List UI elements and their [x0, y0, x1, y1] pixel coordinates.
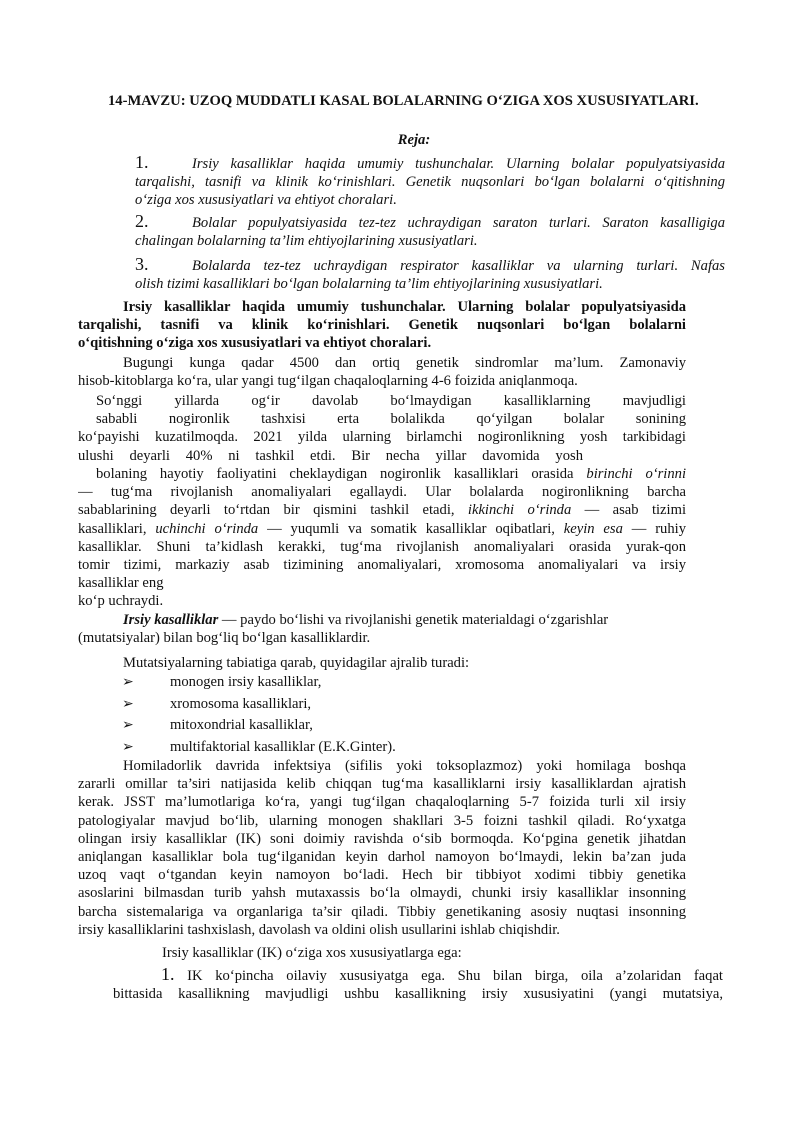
text-line: kerak. JSST ma’lumotlariga ko‘ra, yangi tug‘ilgan chaqaloqlarning 5-7 foizida turli xil irsiy — [78, 794, 686, 811]
heading-line: Irsiy kasalliklar haqida umumiy tushunchalar. Ularning bolalar populyatsiyasida — [123, 299, 686, 315]
text-span: — yuqumli va somatik kasalliklar oqibatlari, — [258, 520, 564, 537]
text-line: kasalliklar. Shuni ta’kidlash kerakki, tug‘ma rivojlanish anomaliyalari orasida yurak-qon — [78, 538, 686, 555]
plan-item-line: olish tizimi kasalliklari bo‘lgan bolalarning ta’lim ehtiyojlarining xususiyatlari. — [135, 276, 603, 293]
text-span: birinchi o‘rinni — [586, 466, 686, 482]
arrow-bullet-icon: ➢ — [122, 718, 134, 733]
plan-item-line: Bolalar populyatsiyasida tez-tez uchraydigan saraton turlari. Saraton kasalligiga — [192, 215, 725, 231]
text-span: — asab tizimi — [571, 502, 686, 519]
plan-item-line: chalingan bolalarning ta’lim ehtiyojlarining xususiyatlari. — [135, 233, 478, 250]
arrow-bullet-icon: ➢ — [122, 739, 134, 755]
paragraph-disability — [78, 392, 686, 465]
feature-item-1 — [113, 965, 723, 1003]
plan-item-number: 2. — [135, 211, 149, 231]
text-line: bittasida kasallikning mavjudligi ushbu kasallikning irsiy xususiyatini (yangi mutatsiya, — [113, 986, 723, 1003]
text-span: sabablarining deyarli to‘rtdan bir qismini tashkil etadi, — [78, 502, 468, 519]
text-span: — ruhiy — [622, 520, 686, 537]
paragraph-who-data — [78, 757, 686, 939]
definition-term: Irsiy kasalliklar — [123, 612, 219, 628]
list-item-label: mitoxondrial kasalliklar, — [170, 717, 313, 733]
list-item-label: multifaktorial kasalliklar (E.K.Ginter). — [170, 738, 396, 755]
heading-line: o‘qitishning o‘ziga xos xususiyatlari va ehtiyot choralari. — [78, 335, 432, 352]
list-item-label: xromosoma kasalliklari, — [170, 695, 312, 712]
text-line: kasalliklar eng — [78, 575, 164, 592]
text-span: bolaning hayotiy faoliyatini cheklaydigan nogironlik kasalliklari orasida — [96, 466, 587, 482]
text-span: kasalliklari, — [78, 520, 156, 537]
text-span: ikkinchi o‘rinda — [467, 502, 572, 519]
list-item-label: monogen irsiy kasalliklar, — [170, 674, 322, 690]
text-line: olingan irsiy kasalliklar (IK) soni doimiy ravishda o‘sib bormoqda. Ko‘pgina genetik jihatdan — [78, 830, 686, 847]
text-line: ko‘payishi kuzatilmoqda. 2021 yilda ularning birlamchi nogironlikning yosh tarkibidagi — [78, 429, 686, 446]
text-line: irsiy kasalliklarini tashxislash, davolash va oldini olish usullarini ishlab chiqishdir. — [78, 921, 560, 938]
heading-line: tarqalishi, tasnifi va klinik ko‘rinishlari. Genetik nuqsonlari bo‘lgan bolalarni — [78, 317, 686, 334]
text-line: asoslarini bilmasdan turib yahsh mutaxassis bo‘la olmaydi, chunki irsiy kasalliklar insonning — [78, 885, 686, 902]
text-line: So‘nggi yillarda og‘ir davolab bo‘lmaydigan kasalliklarning mavjudligi — [96, 393, 686, 409]
arrow-bullet-icon: ➢ — [122, 675, 134, 690]
text-line: Mutatsiyalarning tabiatiga qarab, quyidagilar ajralib turadi: — [123, 655, 470, 671]
list-item — [122, 673, 396, 695]
paragraph-anomalies — [78, 465, 686, 611]
list-item — [122, 716, 396, 738]
feature-item-number: 1. — [161, 965, 175, 984]
mutation-types-list — [122, 673, 396, 759]
text-span: IK ko‘pincha oilaviy xususiyatga ega. Shu bilan birga, oila a’zolaridan faqat — [174, 968, 723, 984]
plan-label: Reja: — [397, 132, 431, 148]
text-line: ko‘p uchraydi. — [78, 593, 164, 610]
arrow-bullet-icon: ➢ — [122, 696, 134, 712]
plan-item-3 — [135, 255, 725, 293]
text-line: hisob-kitoblarga ko‘ra, ular yangi tug‘ilgan chaqaloqlarning 4-6 foizida aniqlanmoqa. — [78, 373, 578, 390]
text-line: patologiyalar mavjud bo‘lib, ularning monogen shakllari 3-5 foizni tashkil qiladi. Ro‘yxatga — [78, 812, 686, 829]
plan-item-number: 3. — [135, 254, 149, 274]
plan-item-number: 1. — [135, 152, 149, 172]
plan-item-1 — [135, 153, 725, 210]
text-line: uzoq vaqt o‘tgandan keyin namoyon bo‘ladi. Hech bir tibbiyot xodimi tibbiy genetika — [78, 867, 686, 884]
text-span: uchinchi o‘rinda — [155, 520, 259, 537]
text-line: zararli omillar ta’siri natijasida kelib chiqqan tug‘ma kasalliklarni irsiy kasalliklardan ajratish — [78, 776, 686, 793]
text-line: — tug‘ma rivojlanish anomaliyalari egallaydi. Ular bolalarda nogironlikning barcha — [78, 484, 686, 501]
paragraph-mutations — [78, 654, 686, 672]
text-line: Irsiy kasalliklar (IK) o‘ziga xos xususiyatlarga ega: — [162, 945, 462, 961]
section-heading — [78, 298, 686, 353]
text-line: ulushi deyarli 40% ni tashkil etdi. Bir necha yillar davomida yosh — [78, 447, 583, 464]
text-line: (mutatsiyalar) bilan bog‘liq bo‘lgan kasalliklardir. — [78, 630, 371, 647]
text-span: keyin esa — [563, 520, 623, 537]
text-span: — paydo bo‘lishi va rivojlanishi genetik materialdagi o‘zgarishlar — [218, 612, 609, 628]
text-line: aniqlangan kasalliklar bola tug‘ilganidan keyin darhol namoyon bo‘lmaydi, lekin ba’zan juda — [78, 849, 686, 866]
text-line: Bugungi kunga qadar 4500 dan ortiq genetik sindromlar ma’lum. Zamonaviy — [123, 355, 686, 371]
plan-item-line: Bolalarda tez-tez uchraydigan respirator kasalliklar va ularning turlari. Nafas — [192, 258, 725, 274]
paragraph-intro — [78, 354, 686, 390]
page-title: 14-MAVZU: UZOQ MUDDATLI KASAL BOLALARNING O‘ZIGA XOS XUSUSIYATLARI. — [108, 93, 699, 109]
paragraph-features — [162, 944, 770, 962]
text-line: sababli nogironlik tashxisi erta bolalikda qo‘yilgan bolalar sonining — [96, 411, 686, 428]
text-line: Homiladorlik davrida infektsiya (sifilis yoki toksoplazmoz) yoki homilaga boshqa — [123, 758, 686, 774]
plan-item-2 — [135, 212, 725, 250]
plan-item-line: Irsiy kasalliklar haqida umumiy tushunchalar. Ularning bolalar populyatsiyasida — [192, 156, 725, 172]
text-line: barcha sistemalariga va organlariga ta’sir qiladi. Tibbiy genetikaning asosiy nuqtasi insonning — [78, 903, 686, 920]
plan-item-line: o‘ziga xos xususiyatlari va ehtiyot choralari. — [135, 192, 397, 209]
plan-item-line: tarqalishi, tasnifi va klinik ko‘rinishlari. Genetik nuqsonlari bo‘lgan bolalarni o‘qitishning — [135, 174, 725, 191]
list-item — [122, 695, 396, 717]
list-item — [122, 738, 396, 760]
text-line: tomir tizimi, markaziy asab tizimining anomaliyalari, xromosoma anomaliyalari va irsiy — [78, 557, 686, 574]
paragraph-definition — [78, 611, 686, 647]
